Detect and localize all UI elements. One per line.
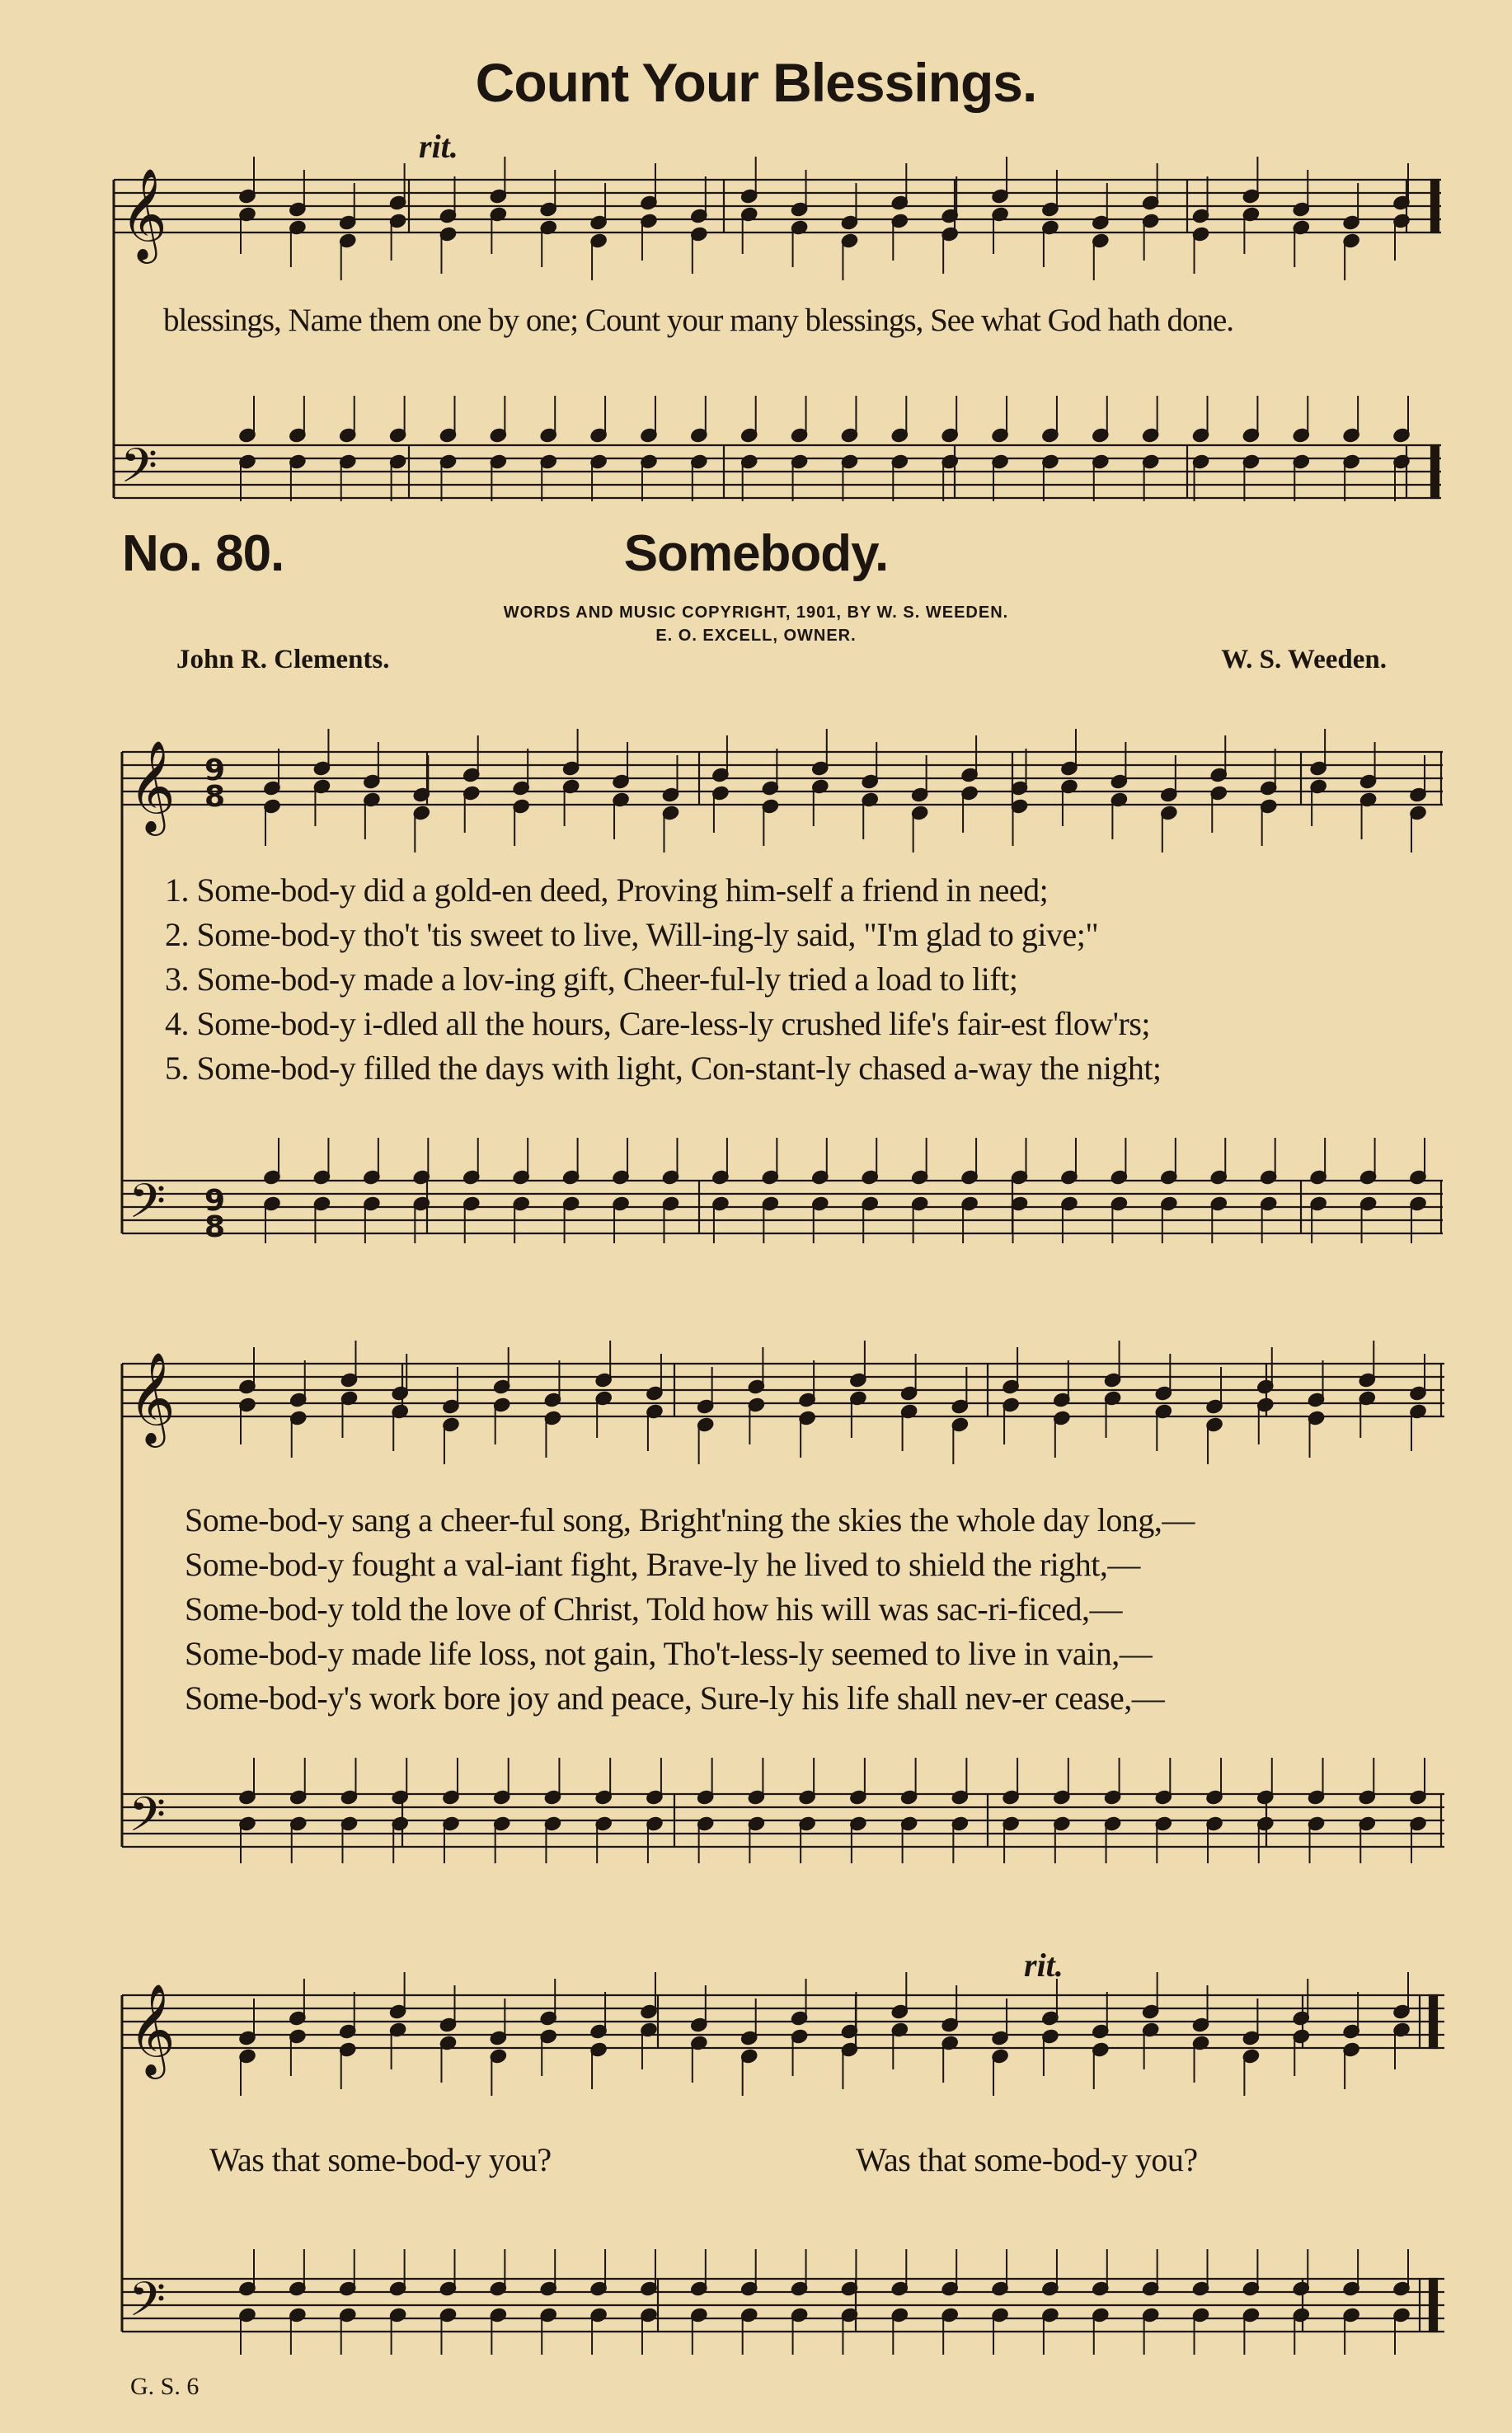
verse-2-line-2: Some-bod-y fought a val-iant fight, Brave-ly he lived to shield the right,— [185,1546,1140,1583]
bass-clef-icon: 𝄢 [129,2271,167,2339]
bass-clef-icon: 𝄢 [129,1173,167,1241]
lyricist-credit: John R. Clements. [176,645,390,674]
bass-clef-icon: 𝄢 [129,1787,167,1854]
verse-5-line-2: Some-bod-y's work bore joy and peace, Sure-ly his life shall nev-er cease,— [185,1679,1165,1717]
refrain-line-b: Was that some-bod-y you? [856,2141,1198,2178]
verse-4-line-2: Some-bod-y made life loss, not gain, Tho't-less-ly seemed to live in vain,— [185,1635,1153,1672]
page-code: G. S. 6 [130,2373,200,2400]
rit-marking-top: rit. [419,128,458,165]
staff-top-treble [114,180,1441,232]
copyright-line-2: E. O. EXCELL, OWNER. [655,627,857,645]
bass-clef-icon: 𝄢 [120,438,158,505]
hymn-title-somebody: Somebody. [623,525,889,582]
clef-glyphs [120,167,225,2339]
copyright-line-1: WORDS AND MUSIC COPYRIGHT, 1901, BY W. S. WEEDEN. [503,604,1009,622]
verse-5-line-1: 5. Some-bod-y filled the days with light, Con-stant-ly chased a-way the night; [165,1050,1162,1087]
treble-clef-icon: 𝄞 [129,1351,176,1444]
staff-s2-bass [122,1794,1444,1847]
lyric-line-top: blessings, Name them one by one; Count your many blessings, See what God hath done. [163,303,1234,338]
treble-clef-icon: 𝄞 [120,167,167,260]
verse-3-line-2: Some-bod-y told the love of Christ, Told how his will was sac-ri-ficed,— [185,1590,1122,1627]
composer-credit: W. S. Weeden. [1221,645,1387,674]
hymn-title-count-your-blessings: Count Your Blessings. [475,52,1037,113]
treble-clef-icon: 𝄞 [129,1983,176,2075]
treble-clef-icon: 𝄞 [129,740,176,832]
svg-text:9: 9 [204,754,226,787]
rit-marking: rit. [1024,1947,1064,1984]
svg-text:8: 8 [204,1210,226,1244]
refrain-line-a: Was that some-bod-y you? [209,2141,552,2178]
svg-text:9: 9 [204,1184,226,1218]
verse-2-line-1: 2. Some-bod-y tho't 'tis sweet to live, Will-ing-ly said, "I'm glad to give;" [165,916,1099,953]
hymn-number: No. 80. [122,525,284,582]
verse-3-line-1: 3. Some-bod-y made a lov-ing gift, Cheer-ful-ly tried a load to lift; [165,961,1018,998]
verse-1-line-2: Some-bod-y sang a cheer-ful song, Bright'ning the skies the whole day long,— [185,1501,1195,1538]
staff-s1-treble [122,752,1443,805]
svg-text:8: 8 [204,780,226,814]
staff-top-bass [114,445,1441,498]
staff-s2-treble [122,1364,1444,1416]
verse-1-line-1: 1. Some-bod-y did a gold-en deed, Proving him-self a friend in need; [165,871,1049,909]
verse-4-line-1: 4. Some-bod-y i-dled all the hours, Care-less-ly crushed life's fair-est flow'rs; [165,1005,1151,1042]
